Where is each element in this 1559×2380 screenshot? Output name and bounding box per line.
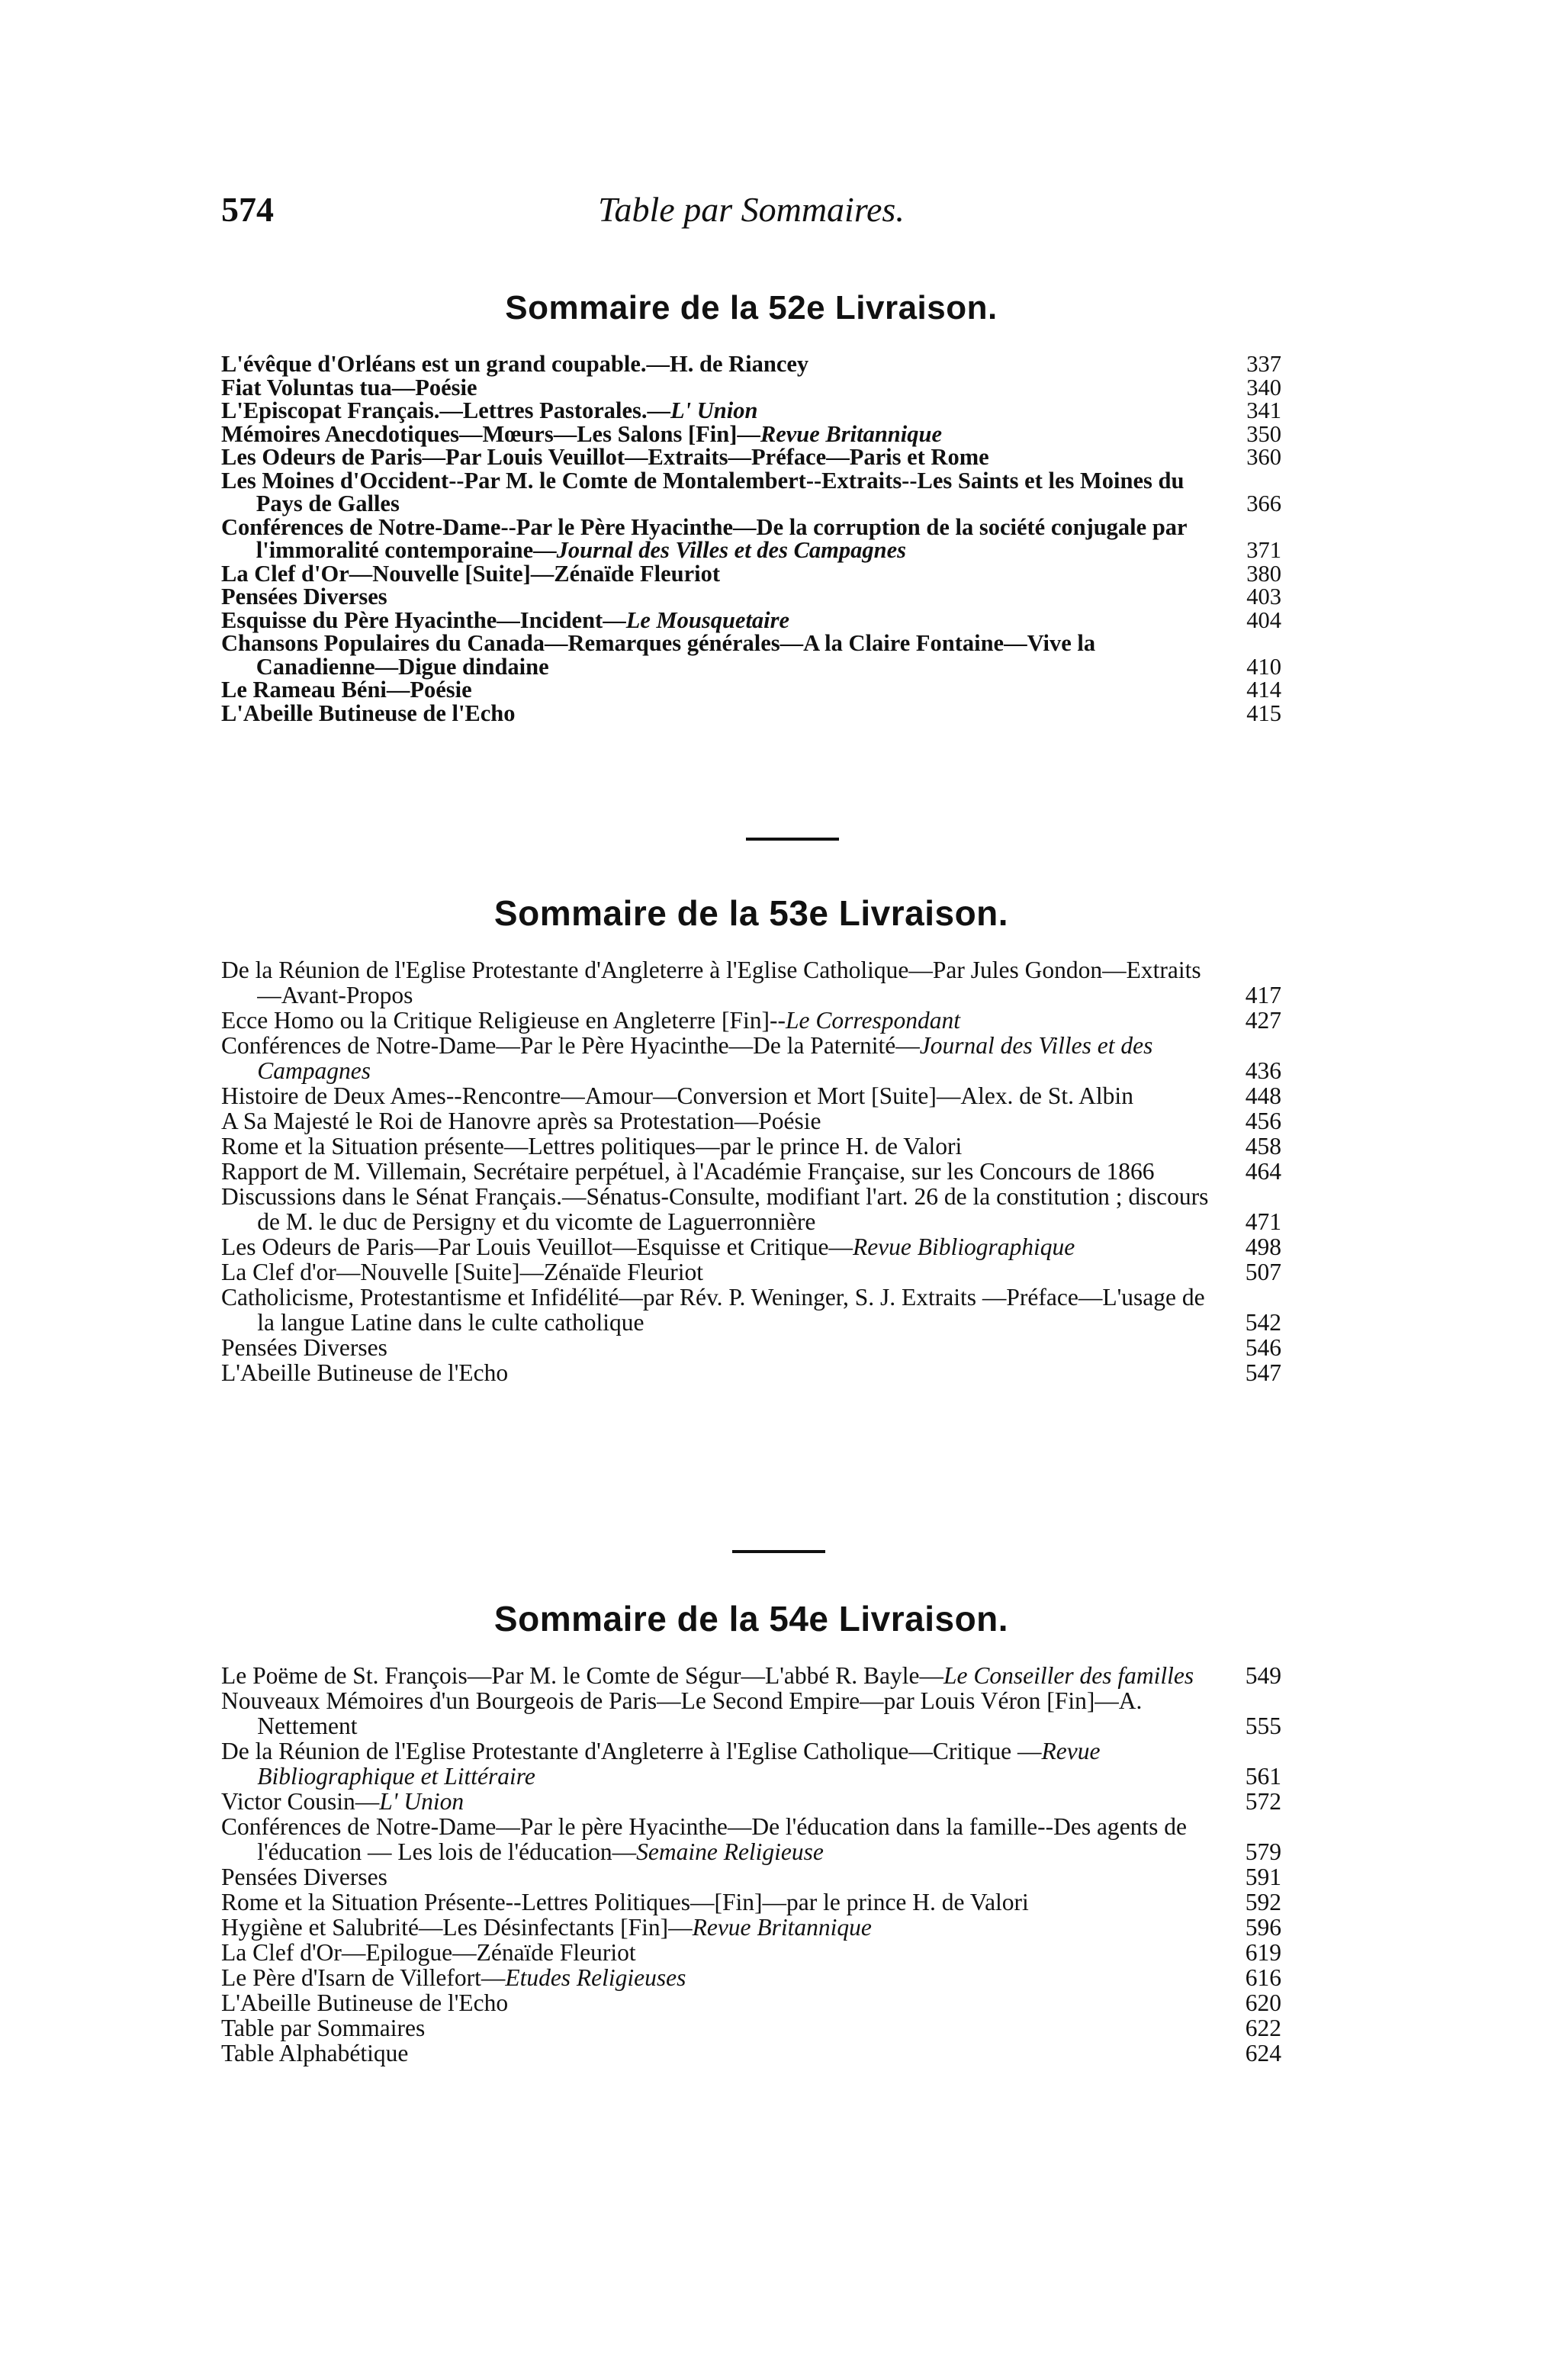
- toc-entry-page: 498: [1245, 1233, 1281, 1260]
- toc-entry-text: Victor Cousin—: [221, 1788, 380, 1815]
- toc-entry-title: [221, 1990, 1217, 2015]
- toc-entry-title: [221, 469, 1217, 516]
- toc-entry-text: Histoire de Deux Ames--Rencontre—Amour—Conversion et Mort [Suite]—Alex. de St. Albin: [221, 1082, 1133, 1109]
- section-52: [221, 284, 1281, 725]
- toc-entry: [221, 399, 1281, 423]
- toc-entry-title: [221, 1285, 1217, 1335]
- toc-entry-page: 622: [1245, 2015, 1281, 2041]
- toc-entry: [221, 1008, 1281, 1033]
- toc-entry-source: Semaine Religieuse: [636, 1838, 824, 1865]
- toc-entry: [221, 1940, 1281, 1965]
- section-title: Sommaire de la 52e Livraison.: [505, 289, 998, 326]
- toc-entry-title: [221, 1915, 1217, 1940]
- toc-entry-text: Pensées Diverses: [221, 1864, 387, 1890]
- toc-entry-source: L' Union: [379, 1788, 464, 1815]
- toc-entry-source: Le Conseiller des familles: [943, 1662, 1194, 1689]
- toc-list: [221, 352, 1281, 725]
- toc-entry-text: La Clef d'Or—Nouvelle [Suite]—Zénaïde Fleuriot: [221, 560, 720, 587]
- toc-entry-title: [221, 1108, 1217, 1134]
- toc-entry-title: [221, 2041, 1217, 2066]
- toc-entry: [221, 1108, 1281, 1134]
- toc-entry-title: [221, 445, 1217, 469]
- toc-entry-text: Esquisse du Père Hyacinthe—Incident—: [221, 606, 626, 633]
- toc-entry-text: Le Poëme de St. François—Par M. le Comte de Ségur—L'abbé R. Bayle—: [221, 1662, 943, 1689]
- toc-entry-title: [221, 1184, 1217, 1234]
- toc-entry-text: L'Abeille Butineuse de l'Echo: [221, 1359, 509, 1386]
- page-number: 574: [221, 190, 274, 229]
- toc-entry: [221, 1789, 1281, 1814]
- toc-entry-page: 546: [1245, 1334, 1281, 1361]
- toc-entry-page: 337: [1246, 351, 1281, 377]
- toc-entry: [221, 352, 1281, 376]
- toc-entry: [221, 606, 1281, 633]
- toc-entry-page: 620: [1245, 1989, 1281, 2016]
- toc-entry-page: 404: [1246, 606, 1281, 633]
- toc-entry: [221, 2041, 1281, 2066]
- toc-entry-text: La Clef d'Or—Epilogue—Zénaïde Fleuriot: [221, 1939, 636, 1966]
- toc-entry-title: [221, 632, 1217, 678]
- toc-entry-text: L'Abeille Butineuse de l'Echo: [221, 1989, 509, 2016]
- toc-entry-title: [221, 1940, 1217, 1965]
- toc-entry-text: Hygiène et Salubrité—Les Désinfectants [Fin]—: [221, 1914, 693, 1941]
- toc-entry-text: Mémoires Anecdotiques—Mœurs—Les Salons [Fin]—: [221, 420, 760, 447]
- toc-entry: [221, 376, 1281, 400]
- toc-entry-source: Journal des Villes et des Campagnes: [556, 537, 907, 563]
- toc-entry: [221, 1134, 1281, 1159]
- toc-entry-text: Le Père d'Isarn de Villefort—: [221, 1964, 506, 1991]
- toc-entry-page: 464: [1245, 1158, 1281, 1185]
- toc-entry: [221, 702, 1281, 725]
- toc-entry-title: [221, 420, 1217, 447]
- toc-entry-text: Discussions dans le Sénat Français.—Sénatus-Consulte, modifiant l'art. 26 de la constitution ; discours de M. le duc de Persigny et du vicomte de Laguerronnière: [221, 1183, 1209, 1235]
- running-head: [221, 189, 1281, 243]
- toc-entry-page: 549: [1245, 1662, 1281, 1689]
- toc-entry-page: 414: [1246, 677, 1281, 703]
- toc-entry-title: [221, 585, 1217, 609]
- toc-entry-title: [221, 1159, 1217, 1184]
- toc-entry-source: Journal des Villes et des Campagnes: [257, 1032, 1153, 1084]
- toc-entry-page: 507: [1245, 1259, 1281, 1285]
- section-title: Sommaire de la 54e Livraison.: [493, 1599, 1009, 1639]
- toc-entry: [221, 1990, 1281, 2015]
- toc-entry-text: L'évêque d'Orléans est un grand coupable.—H. de Riancey: [221, 351, 809, 377]
- toc-entry: [221, 1234, 1281, 1259]
- toc-entry: [221, 1335, 1281, 1360]
- toc-entry-title: [221, 1789, 1217, 1814]
- toc-entry-page: 366: [1246, 490, 1281, 516]
- toc-entry-title: [221, 957, 1217, 1008]
- toc-entry-page: 448: [1245, 1082, 1281, 1109]
- toc-entry: [221, 1738, 1281, 1789]
- toc-entry: [221, 2015, 1281, 2041]
- toc-entry-title: [221, 376, 1217, 400]
- toc-entry-text: Les Odeurs de Paris—Par Louis Veuillot—Esquisse et Critique—: [221, 1233, 853, 1260]
- divider-rule: [746, 838, 839, 841]
- toc-entry: [221, 1159, 1281, 1184]
- toc-entry-title: [221, 1890, 1217, 1915]
- toc-list: [221, 957, 1281, 1385]
- toc-entry-title: [221, 399, 1217, 423]
- toc-entry: [221, 1360, 1281, 1385]
- toc-entry-page: 436: [1245, 1057, 1281, 1084]
- divider-rule: [732, 1550, 825, 1553]
- toc-entry-page: 547: [1245, 1359, 1281, 1386]
- section-54: [221, 1594, 1281, 2066]
- toc-entry: [221, 562, 1281, 586]
- toc-entry-text: La Clef d'or—Nouvelle [Suite]—Zénaïde Fleuriot: [221, 1259, 703, 1285]
- toc-entry-title: [221, 1083, 1217, 1108]
- toc-entry: [221, 678, 1281, 702]
- toc-entry-page: 572: [1245, 1788, 1281, 1815]
- toc-entry-text: Rapport de M. Villemain, Secrétaire perpétuel, à l'Académie Française, sur les Concours de 1866: [221, 1158, 1155, 1185]
- toc-entry-title: [221, 2015, 1217, 2041]
- toc-entry: [221, 1083, 1281, 1108]
- toc-entry-text: Nouveaux Mémoires d'un Bourgeois de Paris—Le Second Empire—par Louis Véron [Fin]—A. Nettement: [221, 1687, 1143, 1739]
- toc-entry: [221, 957, 1281, 1008]
- toc-entry-page: 341: [1246, 397, 1281, 423]
- toc-entry: [221, 632, 1281, 678]
- toc-entry-page: 542: [1245, 1309, 1281, 1336]
- toc-entry-title: [221, 1134, 1217, 1159]
- toc-entry-page: 592: [1245, 1889, 1281, 1915]
- toc-entry: [221, 513, 1281, 563]
- toc-entry: [221, 1890, 1281, 1915]
- toc-entry-text: Chansons Populaires du Canada—Remarques générales—A la Claire Fontaine—Vive la Canadienne—Digue dindaine: [221, 630, 1096, 680]
- toc-entry-text: Pensées Diverses: [221, 584, 387, 609]
- section-title: Sommaire de la 53e Livraison.: [493, 893, 1009, 933]
- toc-entry-title: [221, 562, 1217, 586]
- toc-entry-title: [221, 1360, 1217, 1385]
- toc-entry-title: [221, 1663, 1217, 1688]
- toc-entry-text: Table par Sommaires: [221, 2015, 426, 2041]
- toc-entry-page: 458: [1245, 1133, 1281, 1159]
- toc-entry-title: [221, 606, 1217, 633]
- toc-entry: [221, 1864, 1281, 1890]
- toc-entry-page: 456: [1245, 1108, 1281, 1134]
- toc-entry-title: [221, 1234, 1217, 1259]
- toc-entry-page: 471: [1245, 1208, 1281, 1235]
- toc-entry-text: De la Réunion de l'Eglise Protestante d'Angleterre à l'Eglise Catholique—Critique —: [221, 1738, 1042, 1764]
- toc-entry-source: L' Union: [670, 397, 758, 423]
- toc-entry: [221, 1285, 1281, 1335]
- toc-entry: [221, 420, 1281, 447]
- toc-entry: [221, 1915, 1281, 1940]
- toc-entry-page: 591: [1245, 1864, 1281, 1890]
- toc-entry-page: 403: [1246, 584, 1281, 609]
- toc-entry-page: 340: [1246, 374, 1281, 400]
- toc-entry-text: Rome et la Situation présente—Lettres politiques—par le prince H. de Valori: [221, 1133, 963, 1159]
- toc-entry-source: Le Mousquetaire: [625, 606, 790, 633]
- toc-entry-text: L'Episcopat Français.—Lettres Pastorales.—: [221, 397, 671, 423]
- toc-entry-text: Rome et la Situation Présente--Lettres Politiques—[Fin]—par le prince H. de Valori: [221, 1889, 1029, 1915]
- toc-entry-title: [221, 1033, 1217, 1083]
- toc-entry-page: 417: [1245, 982, 1281, 1008]
- toc-entry-text: Table Alphabétique: [221, 2040, 409, 2066]
- toc-entry: [221, 1259, 1281, 1285]
- toc-entry-text: Fiat Voluntas tua—Poésie: [221, 374, 477, 400]
- toc-entry: [221, 445, 1281, 469]
- toc-entry-text: Pensées Diverses: [221, 1334, 387, 1361]
- toc-entry-text: A Sa Majesté le Roi de Hanovre après sa Protestation—Poésie: [221, 1108, 821, 1134]
- toc-entry-title: [221, 1008, 1217, 1033]
- toc-entry-page: 371: [1246, 537, 1281, 563]
- toc-entry-page: 350: [1246, 420, 1281, 447]
- toc-entry-page: 380: [1246, 560, 1281, 587]
- toc-entry-page: 561: [1245, 1763, 1281, 1790]
- toc-entry-source: Le Correspondant: [786, 1007, 961, 1034]
- toc-entry-text: L'Abeille Butineuse de l'Echo: [221, 700, 516, 726]
- toc-entry-source: Revue Bibliographique et Littéraire: [257, 1738, 1101, 1790]
- toc-entry-title: [221, 1688, 1217, 1738]
- toc-entry-source: Revue Britannique: [760, 420, 942, 447]
- toc-entry-page: 410: [1246, 653, 1281, 680]
- toc-entry-title: [221, 1814, 1217, 1864]
- section-53: [221, 889, 1281, 1385]
- toc-entry-source: Etudes Religieuses: [505, 1964, 686, 1991]
- toc-list: [221, 1663, 1281, 2066]
- toc-entry-source: Revue Bibliographique: [852, 1233, 1075, 1260]
- toc-entry-text: Le Rameau Béni—Poésie: [221, 677, 472, 703]
- toc-entry-title: [221, 702, 1217, 725]
- toc-entry-title: [221, 1335, 1217, 1360]
- toc-entry-title: [221, 1738, 1217, 1789]
- toc-entry-text: Les Odeurs de Paris—Par Louis Veuillot—Extraits—Préface—Paris et Rome: [221, 444, 989, 470]
- toc-entry-page: 427: [1245, 1007, 1281, 1034]
- toc-entry-page: 579: [1245, 1838, 1281, 1865]
- toc-entry: [221, 1184, 1281, 1234]
- toc-entry-page: 619: [1245, 1939, 1281, 1966]
- toc-entry: [221, 585, 1281, 609]
- toc-entry-page: 596: [1245, 1914, 1281, 1941]
- toc-entry-title: [221, 1259, 1217, 1285]
- toc-entry-text: Conférences de Notre-Dame—Par le père Hyacinthe—De l'éducation dans la famille--Des agents de l'éducation — Les lois de l'éducation—: [221, 1813, 1188, 1865]
- toc-entry: [221, 1663, 1281, 1688]
- toc-entry-page: 555: [1245, 1713, 1281, 1739]
- toc-entry-title: [221, 678, 1217, 702]
- toc-entry-source: Revue Britannique: [692, 1914, 872, 1941]
- toc-entry-title: [221, 352, 1217, 376]
- toc-entry-text: Les Moines d'Occident--Par M. le Comte de Montalembert--Extraits--Les Saints et les Moines du Pays de Galles: [221, 467, 1185, 516]
- toc-entry-text: Ecce Homo ou la Critique Religieuse en Angleterre [Fin]--: [221, 1007, 786, 1034]
- toc-entry-page: 415: [1246, 700, 1281, 726]
- toc-entry: [221, 1814, 1281, 1864]
- toc-entry: [221, 469, 1281, 516]
- toc-entry-page: 624: [1245, 2040, 1281, 2066]
- toc-entry: [221, 1965, 1281, 1990]
- toc-entry-page: 360: [1246, 444, 1281, 470]
- running-title: Table par Sommaires.: [598, 190, 905, 229]
- toc-entry: [221, 1688, 1281, 1738]
- toc-entry-text: Conférences de Notre-Dame—Par le Père Hyacinthe—De la Paternité—: [221, 1032, 920, 1059]
- toc-entry-text: De la Réunion de l'Eglise Protestante d'Angleterre à l'Eglise Catholique—Par Jules Gondon—Extraits—Avant-Propos: [221, 957, 1201, 1008]
- toc-entry-text: Conférences de Notre-Dame--Par le Père Hyacinthe—De la corruption de la société conjugale par l'immoralité contemporaine—: [221, 513, 1188, 563]
- toc-entry: [221, 1033, 1281, 1083]
- toc-entry-page: 616: [1245, 1964, 1281, 1991]
- toc-entry-title: [221, 513, 1217, 563]
- toc-entry-text: Catholicisme, Protestantisme et Infidélité—par Rév. P. Weninger, S. J. Extraits —Préface—L'usage de la langue Latine dans le culte catholique: [221, 1284, 1205, 1336]
- toc-entry-title: [221, 1864, 1217, 1890]
- toc-entry-title: [221, 1965, 1217, 1990]
